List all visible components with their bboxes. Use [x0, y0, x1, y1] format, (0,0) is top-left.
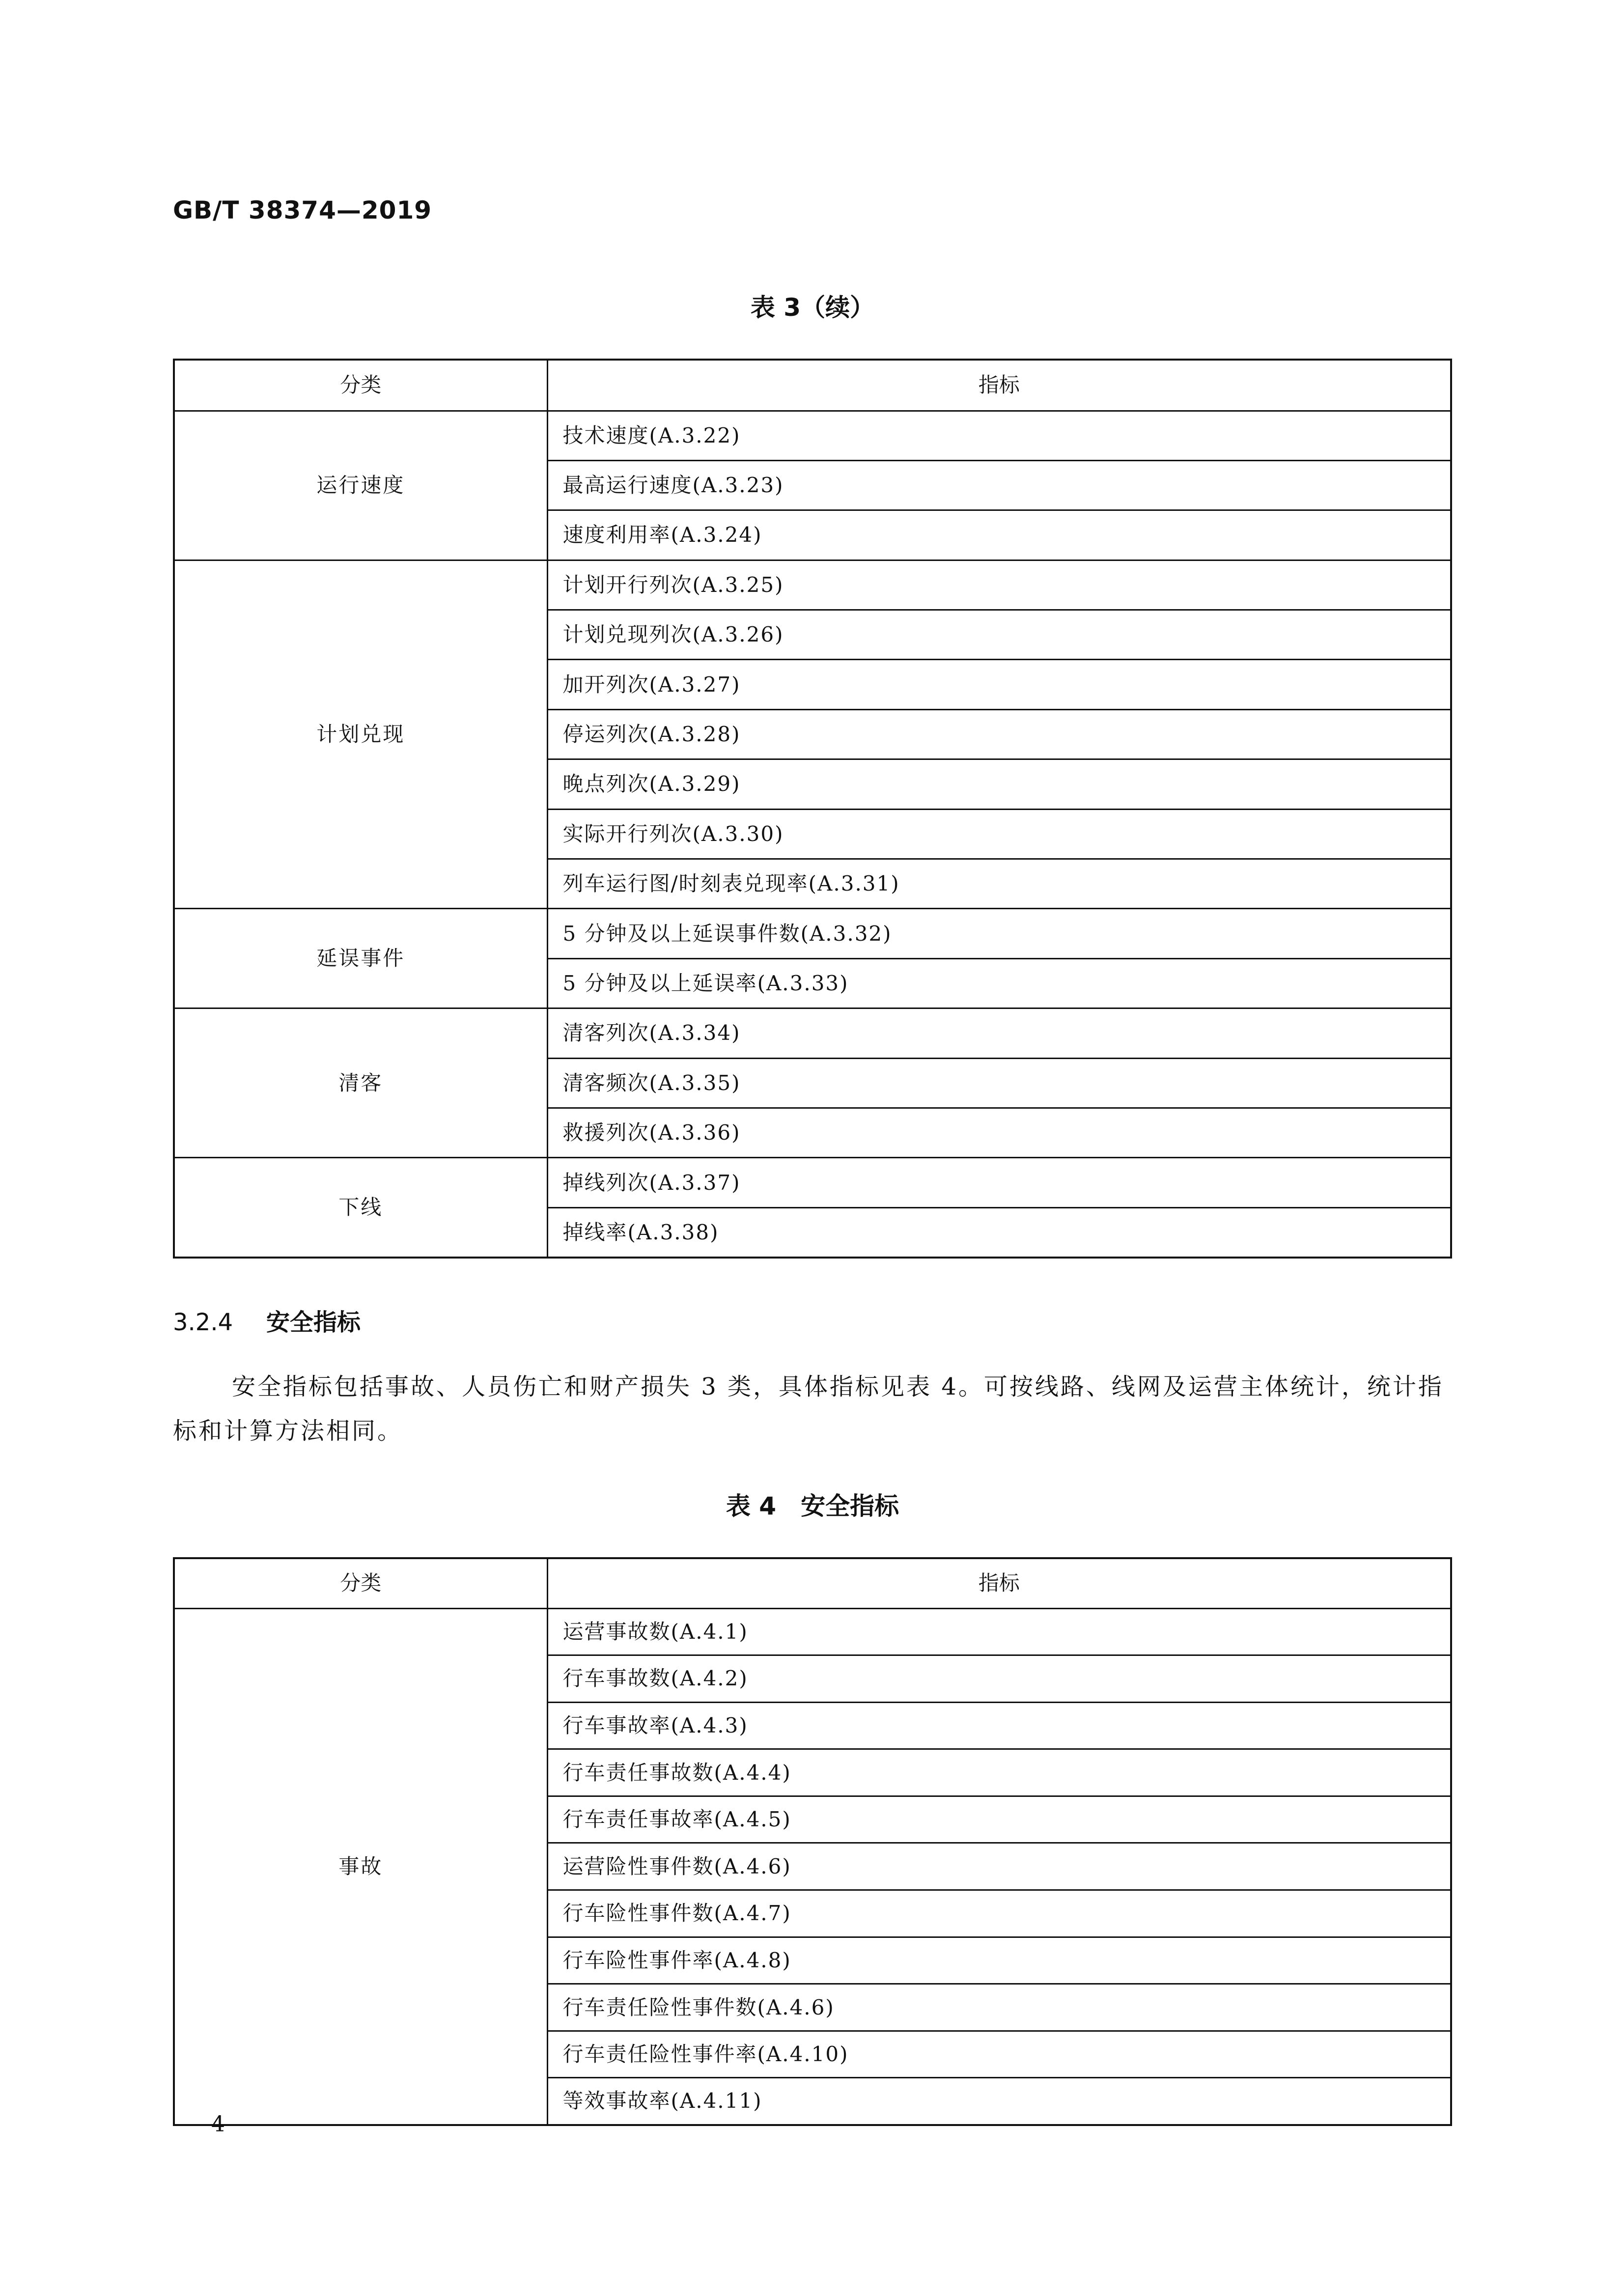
table-row — [174, 1008, 1451, 1058]
indicator-cell: 最高运行速度(A.3.23) — [547, 460, 1451, 510]
indicator-cell: 计划兑现列次(A.3.26) — [547, 610, 1451, 660]
table3-caption: 表 3（续） — [750, 293, 875, 322]
page-number: 4 — [211, 2112, 225, 2137]
indicator-cell: 等效事故率(A.4.11) — [547, 2078, 1451, 2125]
indicator-cell: 清客列次(A.3.34) — [547, 1008, 1451, 1058]
table-row — [174, 909, 1451, 958]
table3-header-category: 分类 — [174, 360, 547, 411]
table-row — [174, 560, 1451, 610]
indicator-cell: 运营险性事件数(A.4.6) — [547, 1843, 1451, 1890]
indicator-cell: 5 分钟及以上延误率(A.3.33) — [547, 958, 1451, 1008]
indicator-cell: 行车事故率(A.4.3) — [547, 1702, 1451, 1749]
indicator-cell: 实际开行列次(A.3.30) — [547, 809, 1451, 859]
table-row — [174, 1158, 1451, 1207]
indicator-cell: 行车事故数(A.4.2) — [547, 1655, 1451, 1703]
table4-caption — [173, 1491, 1452, 1521]
indicator-cell: 技术速度(A.3.22) — [547, 411, 1451, 460]
document-id: GB/T 38374—2019 — [173, 196, 432, 224]
table4 — [173, 1557, 1452, 2126]
section-number: 3.2.4 — [173, 1309, 233, 1336]
indicator-cell: 救援列次(A.3.36) — [547, 1108, 1451, 1157]
indicator-cell: 晚点列次(A.3.29) — [547, 759, 1451, 809]
table4-caption-number: 表 4 — [726, 1492, 777, 1520]
indicator-cell: 停运列次(A.3.28) — [547, 709, 1451, 759]
indicator-cell: 行车责任险性事件数(A.4.6) — [547, 1984, 1451, 2031]
indicator-cell: 掉线列次(A.3.37) — [547, 1158, 1451, 1207]
indicator-cell: 计划开行列次(A.3.25) — [547, 560, 1451, 610]
category-cell: 延误事件 — [174, 909, 547, 1008]
indicator-cell: 掉线率(A.3.38) — [547, 1207, 1451, 1257]
indicator-cell: 行车险性事件数(A.4.7) — [547, 1890, 1451, 1937]
indicator-cell: 行车险性事件率(A.4.8) — [547, 1937, 1451, 1984]
indicator-cell: 行车责任事故数(A.4.4) — [547, 1749, 1451, 1796]
section-paragraph: 安全指标包括事故、人员伤亡和财产损失 3 类，具体指标见表 4。可按线路、线网及运营主体统计，统计指标和计算方法相同。 — [173, 1373, 1444, 1445]
table-row — [174, 1608, 1451, 1655]
indicator-cell: 5 分钟及以上延误事件数(A.3.32) — [547, 909, 1451, 958]
table4-header-indicator: 指标 — [547, 1558, 1451, 1608]
indicator-cell: 行车责任事故率(A.4.5) — [547, 1796, 1451, 1843]
section-heading — [173, 1308, 361, 1337]
table3 — [173, 359, 1452, 1259]
indicator-cell: 行车责任险性事件率(A.4.10) — [547, 2031, 1451, 2078]
table4-header-category: 分类 — [174, 1558, 547, 1608]
category-cell: 事故 — [174, 1608, 547, 2125]
table-row — [174, 411, 1451, 460]
category-cell: 运行速度 — [174, 411, 547, 560]
table4-caption-title: 安全指标 — [801, 1492, 899, 1520]
category-cell: 清客 — [174, 1008, 547, 1158]
table3-header-indicator: 指标 — [547, 360, 1451, 411]
category-cell: 计划兑现 — [174, 560, 547, 909]
indicator-cell: 速度利用率(A.3.24) — [547, 510, 1451, 560]
indicator-cell: 列车运行图/时刻表兑现率(A.3.31) — [547, 859, 1451, 909]
section-title: 安全指标 — [266, 1309, 361, 1336]
indicator-cell: 清客频次(A.3.35) — [547, 1058, 1451, 1108]
category-cell: 下线 — [174, 1158, 547, 1258]
indicator-cell: 加开列次(A.3.27) — [547, 660, 1451, 709]
indicator-cell: 运营事故数(A.4.1) — [547, 1608, 1451, 1655]
